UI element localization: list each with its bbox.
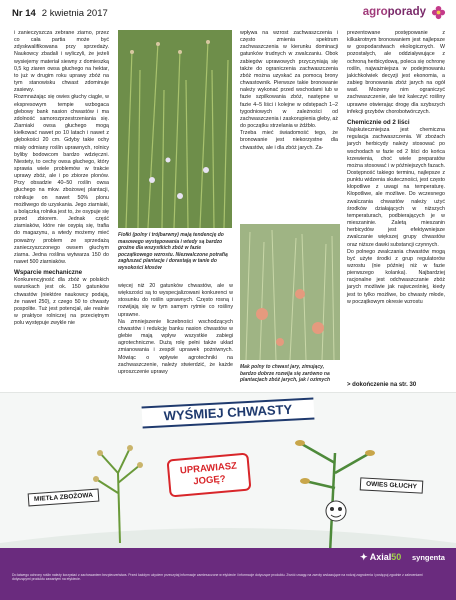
brand-logo — [363, 6, 426, 18]
poppy-field-photo — [240, 224, 340, 360]
flower-icon — [431, 5, 446, 20]
paragraph: wpływa na wzrost zachwaszczenia i często zmienia spektrum zachwaszczenia w kierunku dominacji gatunków trudnych w zwalczaniu. Obok zabiegów uprawowych przyczyniają się także do ograniczenia zachwaszczenia zbóż można uzyskać za pomocą brony chwastownik. Pierwsze takie bronowanie należy wykonać przed wschodami lub w fazie szpilkowania zbóż, następne w fazie 4–5 liści i kolejne w odstępach 1–2 tygodniowych w zależności od zachwaszczenia i zaskorupienia gleby, aż do początku strzelania w źdźbło. — [240, 30, 338, 130]
article-column-1 — [14, 30, 109, 327]
product-logo — [360, 552, 401, 563]
paragraph: Konkurencyjność dla zbóż w polskich warunkach jest ok. 150 gatunków chwastów (niektóre naukowcy podają, że nawet 250), z czego 50 to chwasty pospolite. Tuż jest potencjał, ale realnie w praktyce rolniczej na przeciętnym polu występuje zwykle nie — [14, 277, 109, 327]
paragraph: Rozmnażając się owies głuchy ciągle, w ekspresowym tempie wzbogaca glebowy bank nasion chwastów i ma zdolność samorozprzestrzeniania się. Ziarniaki owsa głuchego mogą kiełkować nawet po 10 latach i nawet z głębokości 20 cm. Gdyby takie ochy miały odmiany roślin uprawnych, rolnicy byliby bodowcom bardzo wdzięczni. Niestety, to cechy owsa głuchego, który sprawia wiele problemów w trakcie uprawy zbóż, ale i po zbiorze plonów. Przy obsadzie 40–50 roślin owsa głuchego na mkw. zbożowej plantacji, rolnikuje on nawet 50% plonu możliwego do uzyskania. Jego ziarniaki, a bolączką rolnika jest to, że osypuje się przed zbiorem. Jednak część ziarniaków, które nie osypią się, trafia do magazynu, a wtedy możemy mieć poważny problem ze sprzedażą zanieczyszczonego owsem głuchym ziarna. Jedna roślina wytwarza 150 do nawet 500 ziarniaków. — [14, 94, 109, 265]
section-heading: Chemicznie od 2 liści — [347, 118, 410, 126]
article-column-4 — [347, 30, 445, 306]
ad-disclaimer: Do łatwego ochrony roślin należy korzystać z zachowaniem bezpieczeństwa. Przed każdym użyciem przeczytaj informacje zamieszczone w etykiecie i informacje dotyczące produktu. Zwróć uwagę na zwroty wskazujące na rodzaj zagrożenia i postępuj zgodnie z zaleceniami dotyczącymi produktu zawartymi na etykiecie. — [12, 573, 423, 582]
company-logo: syngenta — [412, 553, 445, 562]
section-heading: Wsparcie mechaniczne — [14, 269, 83, 277]
photo-caption-poppy: Mak polny to chwast jary, zimujący, bardzo dobrze rozwija się zarówno na plantacjach zbóż jarych, jak i ozimych — [240, 364, 331, 384]
paragraph: Na zmniejszenie liczebności wschodzących chwastów i redukcję banku nasion chwastów w glebie mają wpływ wszystkie zabiegi agrotechniczne. Dużą rolę pełni także układ zmianowania i zespół uprawek pożniwnych. Mówiąc o wpływie agrotechniki na zachwaszczenie, należy stwierdzić, że każde uproszczenie uprawy — [118, 318, 233, 375]
paragraph: prezentowane postępowanie z kilkakrotnym bronowaniem jest najlepsze w gospodarstwach ekologicznych. W pozostałych, ale oddziaływujące z ochroną herbicydową, poleca się ochronę roślin, najważniejsza w podejmowaniu jakichkolwiek decyzji jest ekonomia, a zabieg bronowania zbóż jarych na ogół wad. Możemy nim ograniczyć zachwaszczenie, ale też kaleczyć rośliny uprawne otwierając drogę dla szybszych infekcji grzybów chorobotwórczych. — [347, 30, 445, 115]
brand-main: agro — [362, 6, 388, 18]
ad-headline: WYŚMIEJ CHWASTY — [142, 398, 315, 429]
issue-date: 2 kwietnia 2017 — [41, 8, 108, 19]
issue-number: Nr 14 — [12, 8, 36, 19]
article-column-2 — [118, 283, 233, 376]
weed-label-left: MIETŁA ZBOŻOWA — [28, 489, 100, 507]
paragraph: Najskuteczniejsza jest chemiczna regulacja zachwaszczenia. W zbożach jarych herbicydy należy stosować po wschodach w fazie od 2 liści do końca krzewienia, choć wiele preparatów można stosować i w późniejszych fazach. Dostępność takiego terminu, najlepsze z punktu widzenia skuteczności, jest często kłopotliwe z uwagi na temperaturę. Kłopotliwe, ale możliwe. Do wczesnego zwalczania chwastów należy użyć środków działających w niższych temperaturach, podbierających je w mieszaninie. Zaletą mieszanin herbicydów jest efektywniejsze zwalczanie większej grupy chwastów oraz niższe dawki substancji czynnych. — [347, 127, 445, 248]
weed-label-right: OWIES GŁUCHY — [360, 477, 424, 493]
page-header — [0, 0, 456, 28]
article-column-3 — [240, 30, 338, 152]
leaf-icon: ✦ — [360, 552, 368, 562]
brand-bold: porady — [387, 6, 426, 18]
photo-caption-violets: Fiołki (polny i trójbarwny) mają tendencję do masowego występowania i wtedy są bardzo groźne dla wszystkich zbóż w fazie początkowego wzrostu. Niezwalczone potrafią zagłuszać plantacje i dorastają w tanie do wysokości kłosów — [118, 232, 228, 271]
paragraph: Trzeba mieć świadomość tego, że bronowanie jest niekorzystne dla chwastów, ale i dla zbóż jarych. Za- — [240, 130, 338, 151]
product-name: Axial — [369, 552, 392, 562]
product-number: 50 — [391, 552, 402, 562]
violet-field-photo — [118, 30, 232, 228]
speech-bubble: UPRAWIASZ JOGĘ? — [167, 452, 252, 497]
paragraph: Do polnego zwalczania chwastów mogą być użyte środki z grup regulatorów wzrostu (nie później niż w fazie pierwszego kolanka). Najbardziej racjonalne jest odchwaszczanie zbóż jarych możliwie jak najwcześniej, kiedy jest to tylko możliwe, bo chwasty młode, w początkowym okresie wzrostu — [347, 248, 445, 305]
continued-link[interactable]: > dokończenie na str. 30 — [347, 382, 417, 388]
paragraph: więcej niż 20 gatunków chwastów, ale w większości są to wyspecjalizowani konkurenci w stosunku do roślin uprawnych. Często rosną i rozwijają się w tym samym rytmie co rośliny uprawne. — [118, 283, 233, 318]
issue-info — [12, 8, 108, 19]
paragraph: i zanieczyszcza zebrane ziarno, przez co cała partia może być zdyskwalifikowana przy sprzedaży. Naukowcy zbadali i wyliczyli, że jeżeli wysiejemy materiał siewny z domieszką 0,5 kg ziaren owsa głuchego na hektar, to już w drugim roku uprawy zbóż na tym stanowisku chwast zdominuje zasiewy. — [14, 30, 109, 94]
